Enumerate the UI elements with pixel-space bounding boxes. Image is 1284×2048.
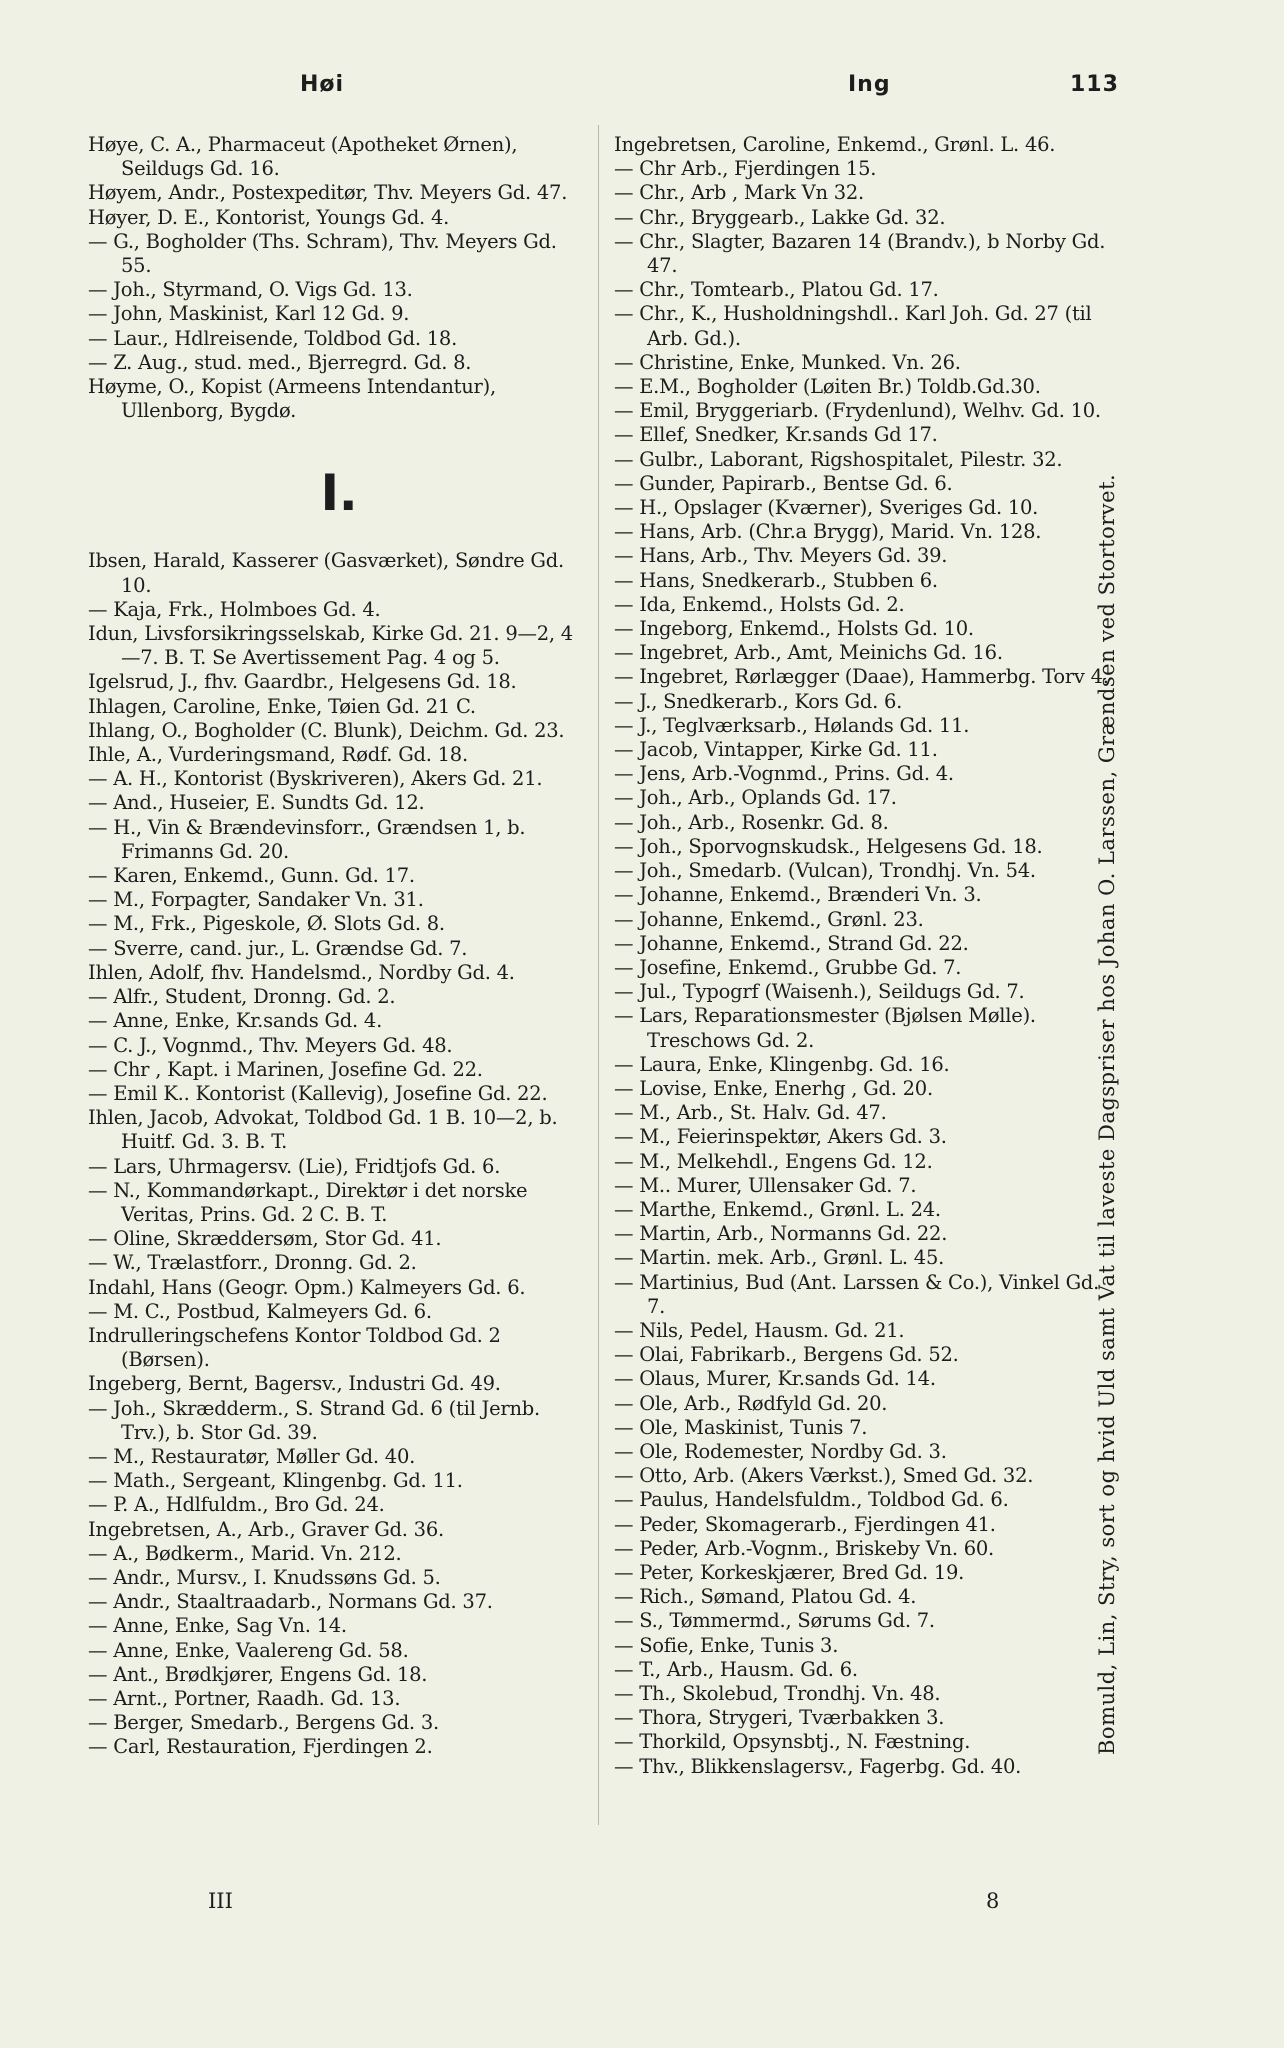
directory-entry: — Chr., K., Husholdningshdl.. Karl Joh. Gd. 27 (til Arb. Gd.). <box>614 302 1092 350</box>
directory-entry: Ingeberg, Bernt, Bagersv., Industri Gd. 49. <box>88 1372 501 1396</box>
directory-entry: — Peder, Skomagerarb., Fjerdingen 41. <box>614 1512 996 1536</box>
directory-entry: — Marthe, Enkemd., Grønl. L. 24. <box>614 1197 941 1221</box>
directory-entry: — Hans, Arb. (Chr.a Brygg), Marid. Vn. 128. <box>614 520 1042 544</box>
directory-entry: — Paulus, Handelsfuldm., Toldbod Gd. 6. <box>614 1488 1009 1512</box>
directory-entry: — M., Restauratør, Møller Gd. 40. <box>88 1444 416 1468</box>
directory-entry: — Ingebret, Rørlægger (Daae), Hammerbg. Torv 4. <box>614 665 1109 689</box>
directory-entry: — Jul., Typogrf (Waisenh.), Seildugs Gd. 7. <box>614 980 1025 1004</box>
directory-entry: — M., Feierinspektør, Akers Gd. 3. <box>614 1125 947 1149</box>
directory-entry: Ihlagen, Caroline, Enke, Tøien Gd. 21 C. <box>88 694 476 718</box>
directory-entry: — Anne, Enke, Kr.sands Gd. 4. <box>88 1009 383 1033</box>
directory-entry: — John, Maskinist, Karl 12 Gd. 9. <box>88 302 410 326</box>
directory-entry: — Karen, Enkemd., Gunn. Gd. 17. <box>88 864 415 888</box>
directory-entry: — Nils, Pedel, Hausm. Gd. 21. <box>614 1318 905 1342</box>
directory-entry: Ingebretsen, Caroline, Enkemd., Grønl. L. 46. <box>614 133 1056 156</box>
directory-entry: — Gulbr., Laborant, Rigshospitalet, Pilestr. 32. <box>614 447 1063 471</box>
directory-entry: — Joh., Smedarb. (Vulcan), Trondhj. Vn. 54. <box>614 859 1036 883</box>
directory-entry: — Joh., Arb., Oplands Gd. 17. <box>614 786 897 810</box>
directory-entry: — Joh., Arb., Rosenkr. Gd. 8. <box>614 810 889 834</box>
directory-entry: — Andr., Staaltraadarb., Normans Gd. 37. <box>88 1590 493 1614</box>
left-entries-before <box>88 133 590 423</box>
directory-entry: — Emil, Bryggeriarb. (Frydenlund), Welhv. Gd. 10. <box>614 399 1101 423</box>
directory-entry: — Ole, Maskinist, Tunis 7. <box>614 1415 868 1439</box>
directory-entry: — Josefine, Enkemd., Grubbe Gd. 7. <box>614 955 962 979</box>
directory-entry: — Ingebret, Arb., Amt, Meinichs Gd. 16. <box>614 641 1003 665</box>
directory-entry: — Thorkild, Opsynsbtj., N. Fæstning. <box>614 1730 971 1754</box>
directory-entry: Indrulleringschefens Kontor Toldbod Gd. 2 (Børsen). <box>88 1323 501 1372</box>
directory-entry: — Sofie, Enke, Tunis 3. <box>614 1633 839 1657</box>
directory-entry: — Chr., Slagter, Bazaren 14 (Brandv.), b Norby Gd. 47. <box>614 229 1106 278</box>
directory-entry: — Lars, Uhrmagersv. (Lie), Fridtjofs Gd. 6. <box>88 1154 501 1178</box>
directory-entry: — Joh., Styrmand, O. Vigs Gd. 13. <box>88 278 413 302</box>
directory-entry: — W., Trælastforr., Dronng. Gd. 2. <box>88 1251 417 1275</box>
directory-entry: — Chr., Tomtearb., Platou Gd. 17. <box>614 278 939 302</box>
directory-entry: Høyer, D. E., Kontorist, Youngs Gd. 4. <box>88 205 450 229</box>
directory-entry: Høyem, Andr., Postexpeditør, Thv. Meyers Gd. 47. <box>88 181 568 205</box>
directory-entry: — Ida, Enkemd., Holsts Gd. 2. <box>614 592 905 616</box>
directory-entry: — Joh., Skrædderm., S. Strand Gd. 6 (til Jernb. Trv.), b. Stor Gd. 39. <box>88 1396 540 1444</box>
right-column <box>614 133 1114 1779</box>
directory-entry: — Christine, Enke, Munked. Vn. 26. <box>614 350 961 374</box>
directory-entry: — Peter, Korkeskjærer, Bred Gd. 19. <box>614 1560 965 1584</box>
directory-entry: — Ellef, Snedker, Kr.sands Gd 17. <box>614 423 938 447</box>
footer-signature-left: III <box>208 1889 233 1913</box>
directory-entry: — T., Arb., Hausm. Gd. 6. <box>614 1657 858 1681</box>
directory-entry: — M. C., Postbud, Kalmeyers Gd. 6. <box>88 1299 432 1323</box>
directory-entry: — Martin. mek. Arb., Grønl. L. 45. <box>614 1246 945 1270</box>
left-entries-after <box>88 549 590 1759</box>
page-number: 113 <box>1070 72 1119 97</box>
footer-signature-right: 8 <box>986 1889 1000 1913</box>
directory-entry: — Th., Skolebud, Trondhj. Vn. 48. <box>614 1682 941 1705</box>
directory-entry: — M., Arb., St. Halv. Gd. 47. <box>614 1101 887 1125</box>
directory-entry: — S., Tømmermd., Sørums Gd. 7. <box>614 1609 935 1633</box>
directory-entry: — Arnt., Portner, Raadh. Gd. 13. <box>88 1686 401 1710</box>
directory-entry: — Z. Aug., stud. med., Bjerregrd. Gd. 8. <box>88 350 472 374</box>
directory-entry: — Jens, Arb.-Vognmd., Prins. Gd. 4. <box>614 762 954 786</box>
directory-entry: — Laur., Hdlreisende, Toldbod Gd. 18. <box>88 326 458 350</box>
directory-entry: Igelsrud, J., fhv. Gaardbr., Helgesens Gd. 18. <box>88 670 517 694</box>
directory-entry: Ingebretsen, A., Arb., Graver Gd. 36. <box>88 1517 444 1541</box>
directory-entry: — Chr., Bryggearb., Lakke Gd. 32. <box>614 205 946 229</box>
directory-entry: — J., Snedkerarb., Kors Gd. 6. <box>614 689 903 713</box>
directory-entry: — A. H., Kontorist (Byskriveren), Akers Gd. 21. <box>88 767 543 791</box>
header-left-keyword: Høi <box>300 72 345 97</box>
directory-entry: — M., Forpagter, Sandaker Vn. 31. <box>88 888 424 912</box>
directory-entry: — Thv., Blikkenslagersv., Fagerbg. Gd. 40. <box>614 1754 1022 1778</box>
directory-entry: Ibsen, Harald, Kasserer (Gasværket), Søndre Gd. 10. <box>88 549 564 597</box>
directory-entry: — Hans, Arb., Thv. Meyers Gd. 39. <box>614 544 948 568</box>
directory-entry: — And., Huseier, E. Sundts Gd. 12. <box>88 791 425 815</box>
directory-entry: — Johanne, Enkemd., Brænderi Vn. 3. <box>614 883 982 907</box>
directory-entry: — Hans, Snedkerarb., Stubben 6. <box>614 568 938 592</box>
directory-entry: — M.. Murer, Ullensaker Gd. 7. <box>614 1173 917 1197</box>
directory-entry: — Martinius, Bud (Ant. Larssen & Co.), Vinkel Gd. 7. <box>614 1270 1100 1318</box>
directory-entry: Indahl, Hans (Geogr. Opm.) Kalmeyers Gd. 6. <box>88 1275 526 1299</box>
directory-entry: — Lars, Reparationsmester (Bjølsen Mølle). Treschows Gd. 2. <box>614 1004 1036 1052</box>
directory-entry: — P. A., Hdlfuldm., Bro Gd. 24. <box>88 1493 385 1517</box>
directory-entry: — Johanne, Enkemd., Strand Gd. 22. <box>614 931 969 955</box>
directory-entry: — A., Bødkerm., Marid. Vn. 212. <box>88 1541 402 1565</box>
directory-entry: — Anne, Enke, Vaalereng Gd. 58. <box>88 1638 409 1662</box>
directory-entry: — Laura, Enke, Klingenbg. Gd. 16. <box>614 1052 950 1076</box>
directory-entry: — Martin, Arb., Normanns Gd. 22. <box>614 1222 948 1246</box>
directory-entry: — Carl, Restauration, Fjerdingen 2. <box>88 1735 433 1759</box>
directory-entry: — Chr., Arb , Mark Vn 32. <box>614 181 864 205</box>
directory-entry: — Emil K.. Kontorist (Kallevig), Josefine Gd. 22. <box>88 1081 548 1105</box>
side-advertisement: Bomuld, Lin, Stry, sort og hvid Uld samt Vat til laveste Dagspriser hos Johan O. Larssen, Grændsen ved Stortorvet. <box>1095 473 1119 1755</box>
directory-entry: — Ingeborg, Enkemd., Holsts Gd. 10. <box>614 617 974 641</box>
directory-entry: — Kaja, Frk., Holmboes Gd. 4. <box>88 597 381 621</box>
directory-entry: Ihlang, O., Bogholder (C. Blunk), Deichm. Gd. 23. <box>88 718 565 742</box>
right-entries <box>614 133 1114 1779</box>
directory-entry: — C. J., Vognmd., Thv. Meyers Gd. 48. <box>88 1033 453 1057</box>
directory-entry: — Ant., Brødkjører, Engens Gd. 18. <box>88 1662 428 1686</box>
directory-entry: Høyme, O., Kopist (Armeens Intendantur), Ullenborg, Bygdø. <box>88 375 496 423</box>
header-center-keyword: Ing <box>848 72 891 97</box>
directory-entry: — Math., Sergeant, Klingenbg. Gd. 11. <box>88 1469 463 1493</box>
section-letter: I. <box>320 464 358 523</box>
directory-entry: — Alfr., Student, Dronng. Gd. 2. <box>88 985 396 1009</box>
directory-entry: Ihle, A., Vurderingsmand, Rødf. Gd. 18. <box>88 743 468 767</box>
directory-entry: — Jacob, Vintapper, Kirke Gd. 11. <box>614 738 938 762</box>
directory-entry: — Gunder, Papirarb., Bentse Gd. 6. <box>614 471 953 495</box>
directory-entry: — Olaus, Murer, Kr.sands Gd. 14. <box>614 1367 936 1391</box>
directory-entry: Idun, Livsforsikringsselskab, Kirke Gd. 21. 9—2, 4—7. B. T. Se Avertissement Pag. 4 og 5. <box>88 622 573 670</box>
directory-entry: — M., Frk., Pigeskole, Ø. Slots Gd. 8. <box>88 912 445 936</box>
directory-entry: — Johanne, Enkemd., Grønl. 23. <box>614 907 924 931</box>
directory-entry: Ihlen, Jacob, Advokat, Toldbod Gd. 1 B. 10—2, b. Huitf. Gd. 3. B. T. <box>88 1106 558 1154</box>
directory-entry: — J., Teglværksarb., Hølands Gd. 11. <box>614 713 970 737</box>
directory-entry: Ihlen, Adolf, fhv. Handelsmd., Nordby Gd. 4. <box>88 960 515 984</box>
left-column <box>88 133 590 1760</box>
directory-entry: — H., Vin & Brændevinsforr., Grændsen 1, b. Frimanns Gd. 20. <box>88 815 526 863</box>
directory-entry: — Chr , Kapt. i Marinen, Josefine Gd. 22. <box>88 1057 483 1081</box>
column-divider <box>598 125 599 1825</box>
directory-entry: — Otto, Arb. (Akers Værkst.), Smed Gd. 32. <box>614 1464 1034 1488</box>
directory-entry: — E.M., Bogholder (Løiten Br.) Toldb.Gd.30. <box>614 375 1041 399</box>
directory-entry: — Thora, Strygeri, Tværbakken 3. <box>614 1706 945 1730</box>
directory-entry: — M., Melkehdl., Engens Gd. 12. <box>614 1149 933 1173</box>
directory-entry: — Andr., Mursv., I. Knudssøns Gd. 5. <box>88 1565 441 1589</box>
directory-entry: — Lovise, Enke, Enerhg , Gd. 20. <box>614 1076 933 1100</box>
directory-entry: Høye, C. A., Pharmaceut (Apotheket Ørnen), Seildugs Gd. 16. <box>88 133 518 181</box>
directory-entry: — Sverre, cand. jur., L. Grændse Gd. 7. <box>88 936 468 960</box>
directory-entry: — G., Bogholder (Ths. Schram), Thv. Meyers Gd. 55. <box>88 229 557 278</box>
directory-entry: — Peder, Arb.-Vognm., Briskeby Vn. 60. <box>614 1536 994 1560</box>
directory-entry: — Olai, Fabrikarb., Bergens Gd. 52. <box>614 1343 959 1367</box>
directory-entry: — H., Opslager (Kværner), Sveriges Gd. 10. <box>614 496 1039 520</box>
directory-entry: — Chr Arb., Fjerdingen 15. <box>614 157 877 181</box>
directory-entry: — Berger, Smedarb., Bergens Gd. 3. <box>88 1711 439 1735</box>
directory-entry: — N., Kommandørkapt., Direktør i det norske Veritas, Prins. Gd. 2 C. B. T. <box>88 1178 528 1226</box>
directory-entry: — Joh., Sporvognskudsk., Helgesens Gd. 18. <box>614 834 1043 858</box>
directory-entry: — Oline, Skræddersøm, Stor Gd. 41. <box>88 1227 442 1251</box>
directory-entry: — Rich., Sømand, Platou Gd. 4. <box>614 1585 917 1609</box>
directory-entry: — Ole, Arb., Rødfyld Gd. 20. <box>614 1391 888 1415</box>
directory-entry: — Ole, Rodemester, Nordby Gd. 3. <box>614 1439 947 1463</box>
directory-entry: — Anne, Enke, Sag Vn. 14. <box>88 1614 347 1638</box>
